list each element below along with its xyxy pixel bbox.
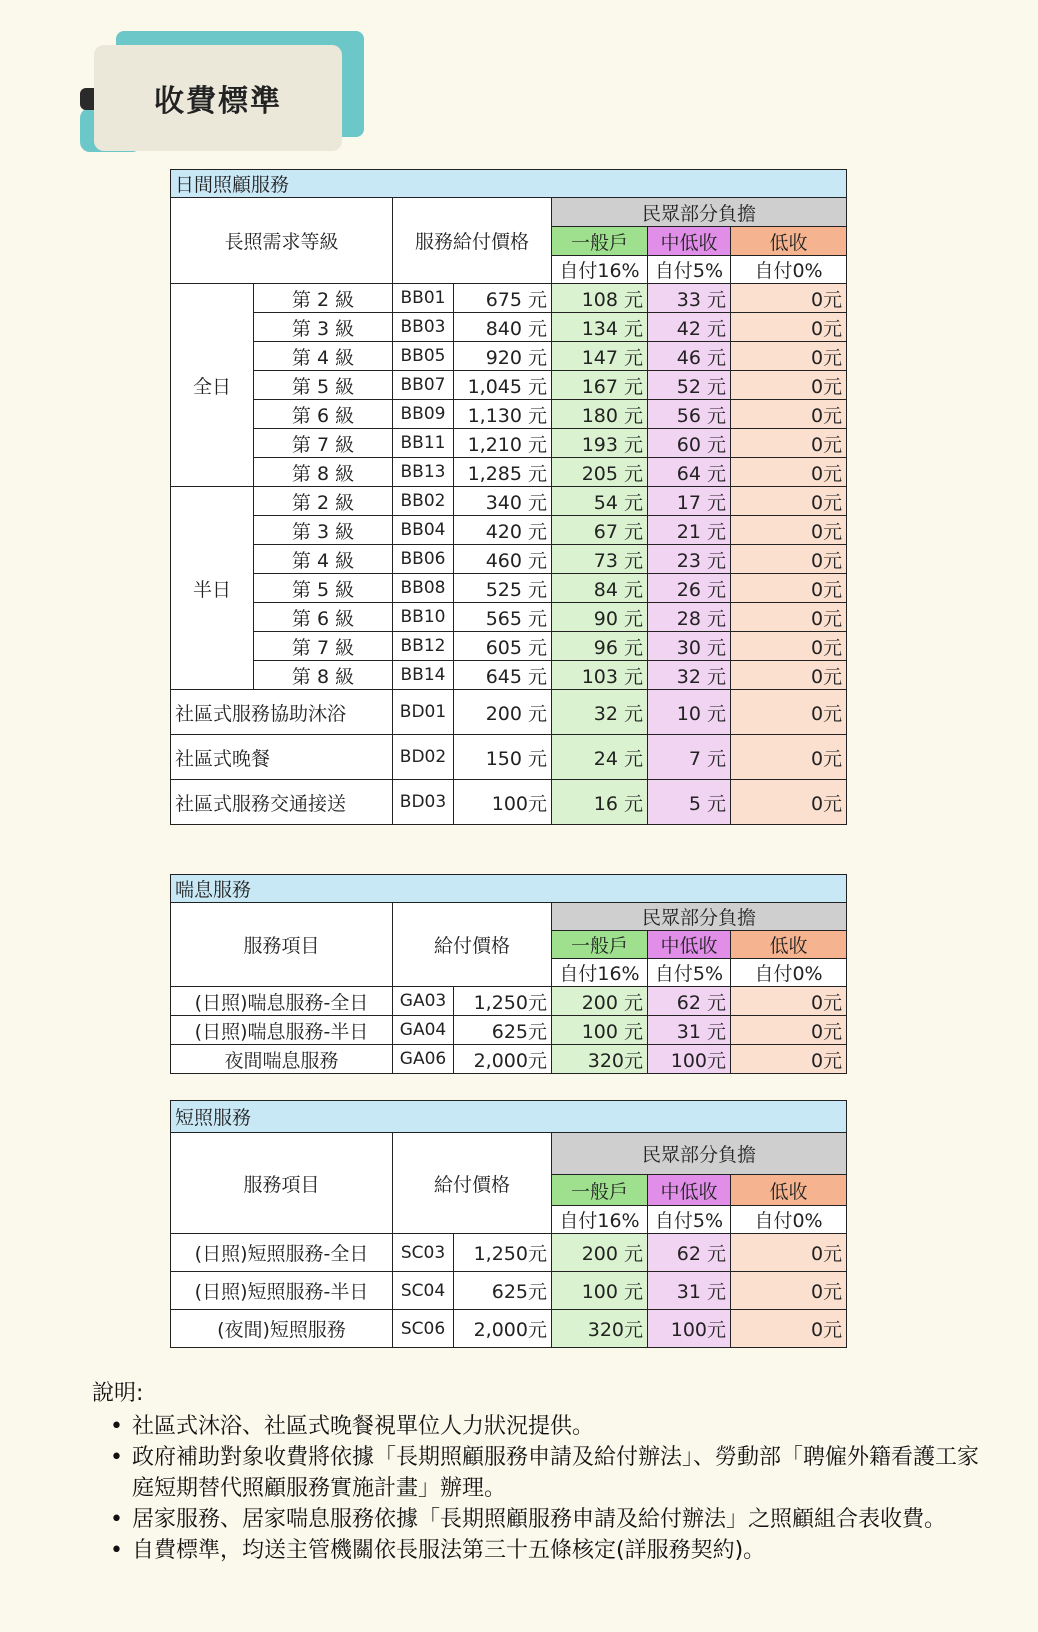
mid-low-cell: 100元 xyxy=(648,1045,731,1074)
col-header-level: 長照需求等級 xyxy=(171,198,393,284)
code-cell: BB14 xyxy=(393,661,454,690)
code-cell: BB11 xyxy=(393,429,454,458)
price-cell: 1,130 元 xyxy=(454,400,552,429)
level-cell: 第 6 級 xyxy=(254,400,393,429)
price-cell: 150 元 xyxy=(454,735,552,780)
level-cell: 第 2 級 xyxy=(254,284,393,313)
mid-low-cell: 26 元 xyxy=(648,574,731,603)
code-cell: BB03 xyxy=(393,313,454,342)
mid-low-cell: 23 元 xyxy=(648,545,731,574)
col-header-mid-low: 中低收 xyxy=(648,227,731,256)
pct-general: 自付16% xyxy=(552,959,648,987)
general-cell: 90 元 xyxy=(552,603,648,632)
general-cell: 193 元 xyxy=(552,429,648,458)
mid-low-cell: 30 元 xyxy=(648,632,731,661)
pct-mid-low: 自付5% xyxy=(648,959,731,987)
col-header-group: 民眾部分負擔 xyxy=(552,903,847,931)
table-row xyxy=(171,661,847,690)
table-row xyxy=(171,487,847,516)
group-label: 全日 xyxy=(171,284,254,487)
table-row xyxy=(171,429,847,458)
low-cell: 0元 xyxy=(731,516,847,545)
mid-low-cell: 31 元 xyxy=(648,1016,731,1045)
low-cell: 0元 xyxy=(731,400,847,429)
notes-section xyxy=(92,1378,992,1566)
col-header-group: 民眾部分負擔 xyxy=(552,198,847,227)
col-header-price: 給付價格 xyxy=(393,1133,552,1234)
price-cell: 1,250元 xyxy=(454,1234,552,1272)
price-cell: 565 元 xyxy=(454,603,552,632)
col-header-price: 給付價格 xyxy=(393,903,552,987)
note-item: • 社區式沐浴、社區式晚餐視單位人力狀況提供。 xyxy=(92,1411,992,1442)
col-header-low: 低收 xyxy=(731,931,847,959)
code-cell: SC03 xyxy=(393,1234,454,1272)
level-cell: 第 4 級 xyxy=(254,342,393,371)
mid-low-cell: 31 元 xyxy=(648,1272,731,1310)
pct-mid-low: 自付5% xyxy=(648,1206,731,1234)
table-row xyxy=(171,735,847,780)
level-cell: 第 3 級 xyxy=(254,516,393,545)
price-cell: 1,045 元 xyxy=(454,371,552,400)
price-cell: 2,000元 xyxy=(454,1310,552,1348)
notes-heading: 說明: xyxy=(92,1381,144,1406)
mid-low-cell: 60 元 xyxy=(648,429,731,458)
code-cell: BB07 xyxy=(393,371,454,400)
pct-general: 自付16% xyxy=(552,1206,648,1234)
low-cell: 0元 xyxy=(731,545,847,574)
table-row xyxy=(171,371,847,400)
price-cell: 1,210 元 xyxy=(454,429,552,458)
note-item: • 自費標準，均送主管機關依長服法第三十五條核定(詳服務契約)。 xyxy=(92,1535,992,1566)
low-cell: 0元 xyxy=(731,735,847,780)
general-cell: 96 元 xyxy=(552,632,648,661)
level-cell: 第 4 級 xyxy=(254,545,393,574)
col-header-item: 服務項目 xyxy=(171,903,393,987)
low-cell: 0元 xyxy=(731,690,847,735)
mid-low-cell: 64 元 xyxy=(648,458,731,487)
mid-low-cell: 46 元 xyxy=(648,342,731,371)
code-cell: BB05 xyxy=(393,342,454,371)
code-cell: BB08 xyxy=(393,574,454,603)
general-cell: 108 元 xyxy=(552,284,648,313)
low-cell: 0元 xyxy=(731,1272,847,1310)
table-caption: 喘息服務 xyxy=(171,875,847,903)
price-cell: 340 元 xyxy=(454,487,552,516)
code-cell: BB13 xyxy=(393,458,454,487)
table-row xyxy=(171,342,847,371)
low-cell: 0元 xyxy=(731,603,847,632)
general-cell: 200 元 xyxy=(552,1234,648,1272)
code-cell: SC04 xyxy=(393,1272,454,1310)
mid-low-cell: 28 元 xyxy=(648,603,731,632)
price-cell: 605 元 xyxy=(454,632,552,661)
low-cell: 0元 xyxy=(731,284,847,313)
pct-low: 自付0% xyxy=(731,959,847,987)
table-row xyxy=(171,780,847,825)
pct-low: 自付0% xyxy=(731,1206,847,1234)
table-caption: 短照服務 xyxy=(171,1101,847,1133)
general-cell: 84 元 xyxy=(552,574,648,603)
item-cell: 社區式晚餐 xyxy=(171,735,393,780)
mid-low-cell: 42 元 xyxy=(648,313,731,342)
table-row xyxy=(171,603,847,632)
low-cell: 0元 xyxy=(731,1310,847,1348)
price-cell: 675 元 xyxy=(454,284,552,313)
low-cell: 0元 xyxy=(731,574,847,603)
level-cell: 第 8 級 xyxy=(254,661,393,690)
general-cell: 54 元 xyxy=(552,487,648,516)
level-cell: 第 8 級 xyxy=(254,458,393,487)
respite-table xyxy=(170,874,847,1074)
table-row xyxy=(171,574,847,603)
level-cell: 第 6 級 xyxy=(254,603,393,632)
mid-low-cell: 62 元 xyxy=(648,1234,731,1272)
day-care-table xyxy=(170,169,847,825)
table-row xyxy=(171,987,847,1016)
code-cell: BB10 xyxy=(393,603,454,632)
price-cell: 625元 xyxy=(454,1272,552,1310)
col-header-group: 民眾部分負擔 xyxy=(552,1133,847,1175)
mid-low-cell: 100元 xyxy=(648,1310,731,1348)
item-cell: 社區式服務交通接送 xyxy=(171,780,393,825)
mid-low-cell: 32 元 xyxy=(648,661,731,690)
low-cell: 0元 xyxy=(731,1016,847,1045)
code-cell: GA03 xyxy=(393,987,454,1016)
item-cell: 夜間喘息服務 xyxy=(171,1045,393,1074)
table-row xyxy=(171,1272,847,1310)
col-header-mid-low: 中低收 xyxy=(648,931,731,959)
mid-low-cell: 62 元 xyxy=(648,987,731,1016)
price-cell: 460 元 xyxy=(454,545,552,574)
general-cell: 24 元 xyxy=(552,735,648,780)
code-cell: SC06 xyxy=(393,1310,454,1348)
item-cell: (日照)喘息服務-全日 xyxy=(171,987,393,1016)
code-cell: BB04 xyxy=(393,516,454,545)
mid-low-cell: 52 元 xyxy=(648,371,731,400)
table-row xyxy=(171,516,847,545)
general-cell: 320元 xyxy=(552,1310,648,1348)
general-cell: 103 元 xyxy=(552,661,648,690)
low-cell: 0元 xyxy=(731,458,847,487)
mid-low-cell: 5 元 xyxy=(648,780,731,825)
price-cell: 625元 xyxy=(454,1016,552,1045)
col-header-general: 一般戶 xyxy=(552,1175,648,1206)
table-row xyxy=(171,545,847,574)
table-row xyxy=(171,1310,847,1348)
price-cell: 2,000元 xyxy=(454,1045,552,1074)
general-cell: 16 元 xyxy=(552,780,648,825)
low-cell: 0元 xyxy=(731,371,847,400)
code-cell: BD01 xyxy=(393,690,454,735)
price-cell: 645 元 xyxy=(454,661,552,690)
price-cell: 525 元 xyxy=(454,574,552,603)
general-cell: 167 元 xyxy=(552,371,648,400)
note-item: • 居家服務、居家喘息服務依據「長期照顧服務申請及給付辦法」之照顧組合表收費。 xyxy=(92,1504,992,1535)
mid-low-cell: 10 元 xyxy=(648,690,731,735)
code-cell: BB01 xyxy=(393,284,454,313)
item-cell: (夜間)短照服務 xyxy=(171,1310,393,1348)
price-cell: 1,285 元 xyxy=(454,458,552,487)
general-cell: 100 元 xyxy=(552,1272,648,1310)
mid-low-cell: 7 元 xyxy=(648,735,731,780)
item-cell: (日照)短照服務-半日 xyxy=(171,1272,393,1310)
low-cell: 0元 xyxy=(731,487,847,516)
code-cell: BD02 xyxy=(393,735,454,780)
general-cell: 147 元 xyxy=(552,342,648,371)
price-cell: 420 元 xyxy=(454,516,552,545)
mid-low-cell: 17 元 xyxy=(648,487,731,516)
general-cell: 205 元 xyxy=(552,458,648,487)
price-cell: 1,250元 xyxy=(454,987,552,1016)
low-cell: 0元 xyxy=(731,661,847,690)
code-cell: BB09 xyxy=(393,400,454,429)
table-row xyxy=(171,313,847,342)
code-cell: BD03 xyxy=(393,780,454,825)
price-cell: 840 元 xyxy=(454,313,552,342)
notes-list xyxy=(92,1411,992,1566)
general-cell: 134 元 xyxy=(552,313,648,342)
table-row xyxy=(171,690,847,735)
low-cell: 0元 xyxy=(731,780,847,825)
low-cell: 0元 xyxy=(731,342,847,371)
general-cell: 180 元 xyxy=(552,400,648,429)
general-cell: 100 元 xyxy=(552,1016,648,1045)
level-cell: 第 7 級 xyxy=(254,632,393,661)
col-header-low: 低收 xyxy=(731,1175,847,1206)
low-cell: 0元 xyxy=(731,313,847,342)
mid-low-cell: 33 元 xyxy=(648,284,731,313)
short-care-table xyxy=(170,1100,847,1348)
page-title: 收費標準 xyxy=(154,84,282,119)
price-cell: 100元 xyxy=(454,780,552,825)
table-row xyxy=(171,458,847,487)
code-cell: BB12 xyxy=(393,632,454,661)
pct-low: 自付0% xyxy=(731,256,847,284)
col-header-general: 一般戶 xyxy=(552,227,648,256)
general-cell: 73 元 xyxy=(552,545,648,574)
table-row xyxy=(171,1234,847,1272)
low-cell: 0元 xyxy=(731,987,847,1016)
low-cell: 0元 xyxy=(731,1234,847,1272)
title-badge xyxy=(94,45,342,151)
general-cell: 67 元 xyxy=(552,516,648,545)
low-cell: 0元 xyxy=(731,1045,847,1074)
mid-low-cell: 21 元 xyxy=(648,516,731,545)
general-cell: 320元 xyxy=(552,1045,648,1074)
low-cell: 0元 xyxy=(731,429,847,458)
level-cell: 第 2 級 xyxy=(254,487,393,516)
col-header-item: 服務項目 xyxy=(171,1133,393,1234)
note-item: • 政府補助對象收費將依據「長期照顧服務申請及給付辦法」、勞動部「聘僱外籍看護工家庭短期替代照顧服務實施計畫」辦理。 xyxy=(92,1442,992,1504)
code-cell: BB06 xyxy=(393,545,454,574)
table-row xyxy=(171,632,847,661)
general-cell: 32 元 xyxy=(552,690,648,735)
level-cell: 第 5 級 xyxy=(254,574,393,603)
pct-mid-low: 自付5% xyxy=(648,256,731,284)
col-header-low: 低收 xyxy=(731,227,847,256)
col-header-mid-low: 中低收 xyxy=(648,1175,731,1206)
general-cell: 200 元 xyxy=(552,987,648,1016)
item-cell: (日照)短照服務-全日 xyxy=(171,1234,393,1272)
level-cell: 第 7 級 xyxy=(254,429,393,458)
level-cell: 第 3 級 xyxy=(254,313,393,342)
table-caption: 日間照顧服務 xyxy=(171,170,847,198)
pct-general: 自付16% xyxy=(552,256,648,284)
mid-low-cell: 56 元 xyxy=(648,400,731,429)
item-cell: (日照)喘息服務-半日 xyxy=(171,1016,393,1045)
code-cell: BB02 xyxy=(393,487,454,516)
item-cell: 社區式服務協助沐浴 xyxy=(171,690,393,735)
code-cell: GA06 xyxy=(393,1045,454,1074)
group-label: 半日 xyxy=(171,487,254,690)
col-header-general: 一般戶 xyxy=(552,931,648,959)
price-cell: 920 元 xyxy=(454,342,552,371)
low-cell: 0元 xyxy=(731,632,847,661)
table-row xyxy=(171,400,847,429)
price-cell: 200 元 xyxy=(454,690,552,735)
table-row xyxy=(171,284,847,313)
title-badge-tab xyxy=(80,88,94,110)
code-cell: GA04 xyxy=(393,1016,454,1045)
level-cell: 第 5 級 xyxy=(254,371,393,400)
col-header-price: 服務給付價格 xyxy=(393,198,552,284)
table-row xyxy=(171,1045,847,1074)
table-row xyxy=(171,1016,847,1045)
